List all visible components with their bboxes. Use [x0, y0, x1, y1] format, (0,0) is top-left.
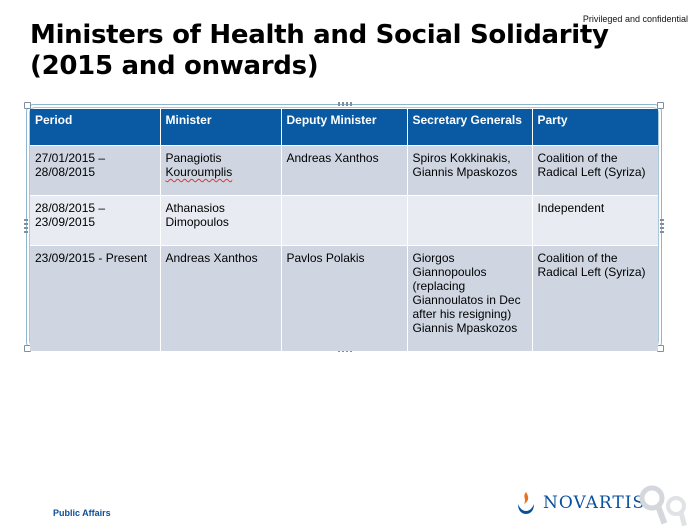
cell-text: Independent [537, 201, 605, 215]
cell-text: Spiros Kokkinakis, [412, 151, 511, 165]
cell-period[interactable] [30, 246, 160, 352]
ministers-table[interactable] [30, 109, 658, 351]
cell-party[interactable] [532, 146, 658, 196]
footer-public-affairs: Public Affairs [53, 508, 111, 518]
cell-text: Coalition of the [537, 151, 618, 165]
novartis-logo [515, 488, 645, 518]
cell-secretary-generals[interactable] [407, 246, 532, 352]
cell-text: 23/09/2015 - Present [35, 251, 148, 265]
cell-text: Radical Left (Syriza) [537, 265, 646, 279]
cell-text: Giannopoulos [412, 265, 487, 279]
cell-deputy-minister[interactable] [281, 196, 407, 246]
confidential-note: Privileged and confidential [582, 14, 688, 24]
resize-handle-right[interactable] [660, 219, 664, 233]
header-period[interactable]: Period [30, 109, 160, 146]
header-minister[interactable]: Minister [160, 109, 281, 146]
cell-minister[interactable] [160, 146, 281, 196]
slide-title[interactable] [30, 20, 670, 82]
table-row [30, 196, 658, 246]
resize-handle-bottom-right[interactable] [657, 345, 664, 352]
slide-title-line-1: Ministers of Health and Social Solidarity [30, 20, 609, 50]
novartis-flame-icon [515, 490, 537, 516]
cell-text: Dimopoulos [165, 215, 229, 229]
cell-party[interactable] [532, 196, 658, 246]
cell-text: Kouroumplis [165, 165, 233, 179]
cell-text: Radical Left (Syriza) [537, 165, 646, 179]
resize-handle-top-left[interactable] [24, 102, 31, 109]
cell-text: 27/01/2015 – [35, 151, 106, 165]
slide-title-line-2: (2015 and onwards) [30, 51, 319, 81]
cell-text: 23/09/2015 [35, 215, 96, 229]
cell-text: 28/08/2015 – [35, 201, 106, 215]
cell-period[interactable] [30, 146, 160, 196]
cell-secretary-generals[interactable] [407, 196, 532, 246]
cell-deputy-minister[interactable] [281, 246, 407, 352]
cell-text: Coalition of the [537, 251, 618, 265]
cell-deputy-minister[interactable] [281, 146, 407, 196]
cell-text: Pavlos Polakis [286, 251, 365, 265]
cell-party[interactable] [532, 246, 658, 352]
cell-text: 28/08/2015 [35, 165, 96, 179]
cell-text: Giannis Mpaskozos [412, 165, 518, 179]
cell-minister[interactable] [160, 246, 281, 352]
keys-icon [630, 484, 694, 526]
novartis-wordmark: NOVARTIS [543, 493, 646, 513]
table-header-row [30, 109, 658, 146]
resize-handle-left[interactable] [24, 219, 28, 233]
header-deputy-minister[interactable]: Deputy Minister [281, 109, 407, 146]
resize-handle-top[interactable] [338, 102, 352, 106]
cell-text: Andreas Xanthos [165, 251, 258, 265]
cell-secretary-generals[interactable] [407, 146, 532, 196]
header-party[interactable]: Party [532, 109, 658, 146]
cell-text: (replacing [412, 279, 466, 293]
cell-text: Giannoulatos in Dec [412, 293, 521, 307]
cell-text: Andreas Xanthos [286, 151, 379, 165]
resize-handle-top-right[interactable] [657, 102, 664, 109]
table-row [30, 146, 658, 196]
cell-text: after his resigning) [412, 307, 512, 321]
cell-text: Athanasios [165, 201, 225, 215]
cell-period[interactable] [30, 196, 160, 246]
table-row [30, 246, 658, 352]
cell-text: Giorgos [412, 251, 455, 265]
header-secretary-generals[interactable]: Secretary Generals [407, 109, 532, 146]
cell-minister[interactable] [160, 196, 281, 246]
cell-text: Panagiotis [165, 151, 222, 165]
cell-text: Giannis Mpaskozos [412, 321, 518, 335]
